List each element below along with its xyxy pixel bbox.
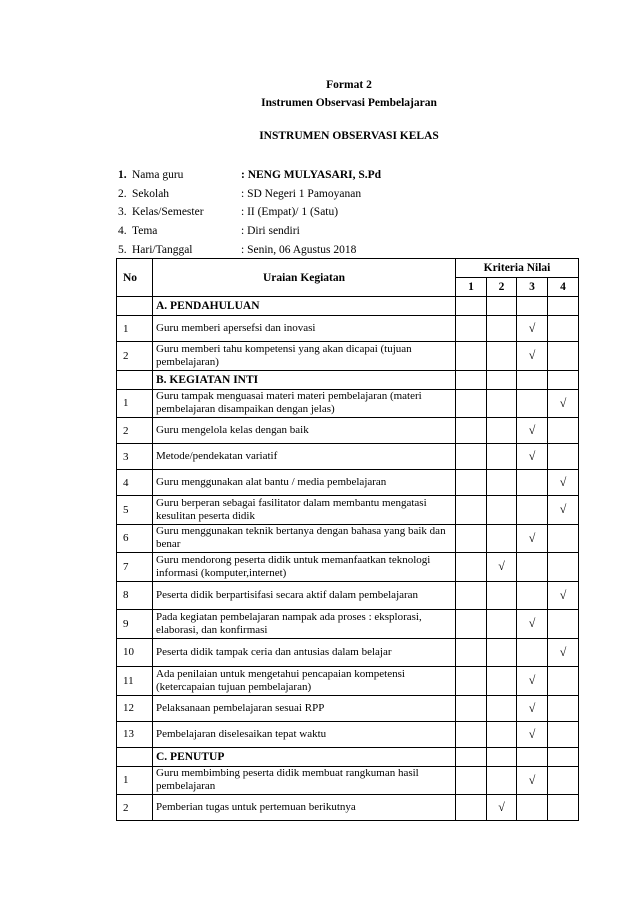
criteria-cell [456, 524, 487, 553]
criteria-cell [487, 766, 517, 795]
table-row [117, 610, 579, 639]
criteria-cell [548, 316, 579, 342]
criteria-cell [548, 795, 579, 821]
table-row [117, 444, 579, 470]
row-description: Guru mengelola kelas dengan baik [153, 418, 456, 444]
check-mark-icon: √ [548, 389, 579, 418]
section-empty-cell [517, 297, 548, 316]
criteria-cell [487, 389, 517, 418]
info-number: 1. [118, 169, 127, 182]
criteria-cell [456, 496, 487, 525]
header-level: 1 [456, 278, 487, 297]
criteria-cell [517, 470, 548, 496]
check-mark-icon: √ [517, 444, 548, 470]
section-empty-cell [487, 747, 517, 766]
info-value: : Diri sendiri [241, 225, 300, 238]
criteria-cell [487, 496, 517, 525]
document-title: INSTRUMEN OBSERVASI KELAS [259, 130, 439, 142]
format-label: Format 2 [326, 79, 372, 91]
header-level: 3 [517, 278, 548, 297]
criteria-cell [456, 342, 487, 371]
row-number: 1 [117, 766, 153, 795]
info-label: Kelas/Semester [132, 206, 204, 219]
row-description: Guru mendorong peserta didik untuk memanfaatkan teknologi informasi (komputer,internet) [153, 553, 456, 582]
info-row-class [118, 203, 381, 222]
table-row [117, 553, 579, 582]
info-label: Tema [132, 225, 158, 238]
check-mark-icon: √ [517, 342, 548, 371]
row-number: 11 [117, 667, 153, 696]
criteria-cell [487, 342, 517, 371]
criteria-cell [517, 553, 548, 582]
check-mark-icon: √ [517, 667, 548, 696]
row-number: 1 [117, 389, 153, 418]
row-description: Ada penilaian untuk mengetahui pencapaian kompetensi (ketercapaian tujuan pembelajaran) [153, 667, 456, 696]
info-label: Nama guru [132, 169, 184, 182]
table-row [117, 667, 579, 696]
header-description: Uraian Kegiatan [153, 259, 456, 297]
criteria-cell [456, 389, 487, 418]
check-mark-icon: √ [548, 496, 579, 525]
row-description: Guru membimbing peserta didik membuat rangkuman hasil pembelajaran [153, 766, 456, 795]
criteria-cell [548, 418, 579, 444]
info-number: 5. [118, 243, 127, 256]
criteria-cell [548, 667, 579, 696]
row-number: 10 [117, 638, 153, 667]
row-description: Pelaksanaan pembelajaran sesuai RPP [153, 695, 456, 721]
check-mark-icon: √ [548, 581, 579, 610]
criteria-cell [456, 553, 487, 582]
section-empty-cell [548, 297, 579, 316]
criteria-cell [548, 524, 579, 553]
section-no-cell [117, 747, 153, 766]
row-number: 6 [117, 524, 153, 553]
section-row [117, 370, 579, 389]
criteria-cell [487, 444, 517, 470]
row-description: Pembelajaran diselesaikan tepat waktu [153, 721, 456, 747]
section-empty-cell [456, 297, 487, 316]
table-row [117, 721, 579, 747]
criteria-cell [487, 721, 517, 747]
row-number: 7 [117, 553, 153, 582]
check-mark-icon: √ [517, 695, 548, 721]
row-description: Peserta didik tampak ceria dan antusias dalam belajar [153, 638, 456, 667]
row-description: Pada kegiatan pembelajaran nampak ada proses : eksplorasi, elaborasi, dan konfirmasi [153, 610, 456, 639]
row-number: 1 [117, 316, 153, 342]
criteria-cell [487, 524, 517, 553]
table-row [117, 470, 579, 496]
row-number: 12 [117, 695, 153, 721]
criteria-cell [517, 389, 548, 418]
criteria-cell [456, 638, 487, 667]
info-block [118, 166, 381, 259]
document-subtitle: Instrumen Observasi Pembelajaran [261, 97, 437, 109]
info-row-date [118, 240, 381, 259]
row-description: Guru menggunakan teknik bertanya dengan bahasa yang baik dan benar [153, 524, 456, 553]
row-number: 2 [117, 342, 153, 371]
criteria-cell [456, 581, 487, 610]
table-row [117, 766, 579, 795]
section-empty-cell [487, 370, 517, 389]
check-mark-icon: √ [517, 418, 548, 444]
criteria-cell [456, 470, 487, 496]
criteria-cell [487, 610, 517, 639]
row-description: Metode/pendekatan variatif [153, 444, 456, 470]
criteria-cell [487, 470, 517, 496]
section-empty-cell [548, 370, 579, 389]
table-row [117, 524, 579, 553]
info-value: : Senin, 06 Agustus 2018 [241, 243, 357, 256]
row-description: Guru memberi tahu kompetensi yang akan dicapai (tujuan pembelajaran) [153, 342, 456, 371]
info-number: 4. [118, 225, 127, 238]
row-description: Peserta didik berpartisifasi secara aktif dalam pembelajaran [153, 581, 456, 610]
table-row [117, 342, 579, 371]
info-number: 2. [118, 187, 127, 200]
info-label: Sekolah [132, 187, 170, 200]
criteria-cell [456, 316, 487, 342]
criteria-cell [456, 695, 487, 721]
header-criteria: Kriteria Nilai [456, 259, 579, 278]
criteria-cell [517, 638, 548, 667]
observation-table [116, 258, 579, 821]
header-level: 2 [487, 278, 517, 297]
section-empty-cell [548, 747, 579, 766]
criteria-cell [517, 581, 548, 610]
check-mark-icon: √ [487, 553, 517, 582]
section-empty-cell [456, 370, 487, 389]
section-title: A. PENDAHULUAN [153, 297, 456, 316]
row-description: Guru berperan sebagai fasilitator dalam membantu mengatasi kesulitan peserta didik [153, 496, 456, 525]
criteria-cell [548, 721, 579, 747]
criteria-cell [517, 795, 548, 821]
section-row [117, 297, 579, 316]
info-value: : NENG MULYASARI, S.Pd [241, 169, 382, 182]
row-number: 4 [117, 470, 153, 496]
table-row [117, 695, 579, 721]
check-mark-icon: √ [487, 795, 517, 821]
criteria-cell [487, 695, 517, 721]
section-empty-cell [487, 297, 517, 316]
row-number: 3 [117, 444, 153, 470]
row-number: 13 [117, 721, 153, 747]
table-row [117, 316, 579, 342]
check-mark-icon: √ [517, 610, 548, 639]
check-mark-icon: √ [548, 638, 579, 667]
table-row [117, 418, 579, 444]
info-value: : SD Negeri 1 Pamoyanan [241, 187, 362, 200]
row-description: Pemberian tugas untuk pertemuan berikutnya [153, 795, 456, 821]
row-description: Guru menggunakan alat bantu / media pembelajaran [153, 470, 456, 496]
check-mark-icon: √ [517, 524, 548, 553]
criteria-cell [487, 638, 517, 667]
criteria-cell [487, 667, 517, 696]
info-value: : II (Empat)/ 1 (Satu) [241, 206, 339, 219]
check-mark-icon: √ [517, 721, 548, 747]
table-row [117, 496, 579, 525]
row-number: 2 [117, 418, 153, 444]
criteria-cell [456, 444, 487, 470]
criteria-cell [456, 721, 487, 747]
info-row-theme [118, 222, 381, 241]
table-row [117, 389, 579, 418]
table-row [117, 581, 579, 610]
section-empty-cell [517, 370, 548, 389]
row-number: 8 [117, 581, 153, 610]
criteria-cell [548, 766, 579, 795]
info-label: Hari/Tanggal [132, 243, 193, 256]
criteria-cell [487, 581, 517, 610]
row-description: Guru memberi apersefsi dan inovasi [153, 316, 456, 342]
section-empty-cell [517, 747, 548, 766]
row-number: 5 [117, 496, 153, 525]
criteria-cell [456, 418, 487, 444]
criteria-cell [517, 496, 548, 525]
info-row-teacher [118, 166, 381, 185]
criteria-cell [548, 610, 579, 639]
row-number: 9 [117, 610, 153, 639]
check-mark-icon: √ [548, 470, 579, 496]
criteria-cell [548, 553, 579, 582]
criteria-cell [548, 444, 579, 470]
row-description: Guru tampak menguasai materi materi pembelajaran (materi pembelajaran disampaikan dengan jelas) [153, 389, 456, 418]
check-mark-icon: √ [517, 766, 548, 795]
table-row [117, 638, 579, 667]
header-level: 4 [548, 278, 579, 297]
criteria-cell [456, 795, 487, 821]
section-empty-cell [456, 747, 487, 766]
info-number: 3. [118, 206, 127, 219]
section-row [117, 747, 579, 766]
info-row-school [118, 185, 381, 204]
section-title: B. KEGIATAN INTI [153, 370, 456, 389]
criteria-cell [487, 418, 517, 444]
section-no-cell [117, 370, 153, 389]
criteria-cell [456, 667, 487, 696]
section-title: C. PENUTUP [153, 747, 456, 766]
criteria-cell [456, 610, 487, 639]
check-mark-icon: √ [517, 316, 548, 342]
criteria-cell [487, 316, 517, 342]
table-row [117, 795, 579, 821]
section-no-cell [117, 297, 153, 316]
criteria-cell [548, 342, 579, 371]
criteria-cell [456, 766, 487, 795]
criteria-cell [548, 695, 579, 721]
table-body [117, 297, 579, 821]
row-number: 2 [117, 795, 153, 821]
header-no: No [117, 259, 153, 297]
